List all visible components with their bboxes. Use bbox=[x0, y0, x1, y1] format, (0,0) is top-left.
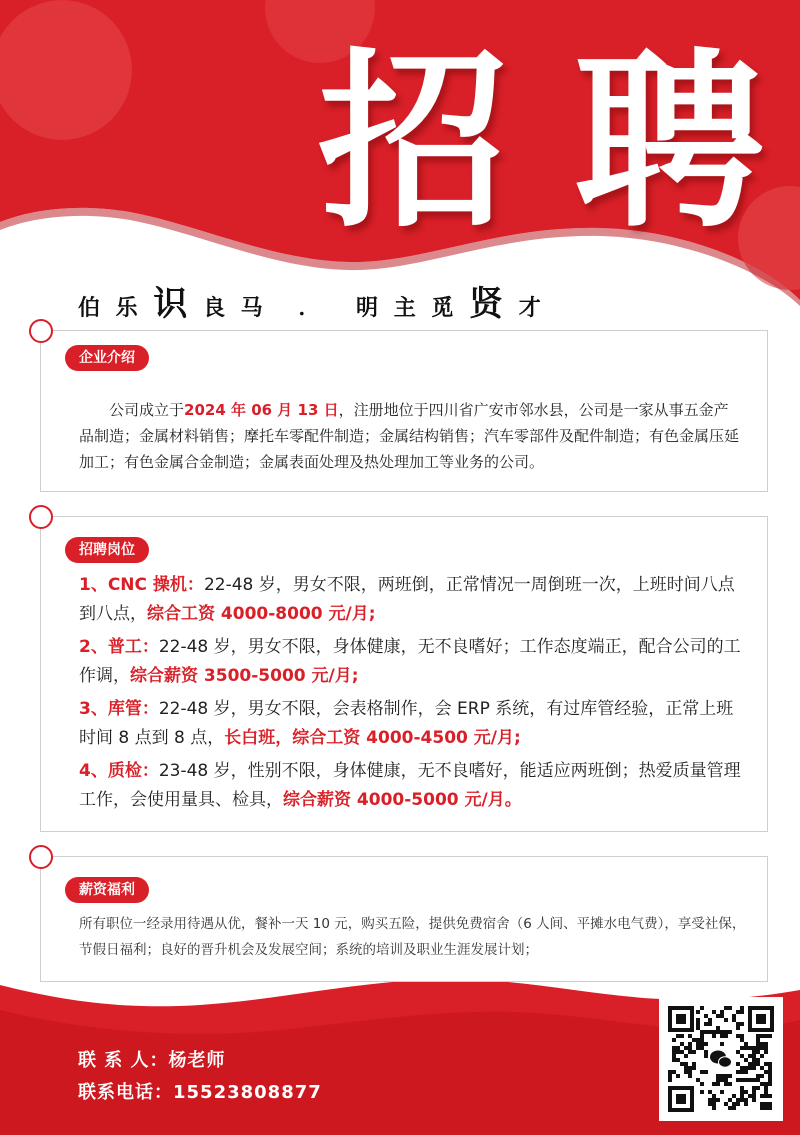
qr-module bbox=[760, 1042, 764, 1046]
job-title: 1、CNC 操机： bbox=[79, 575, 204, 595]
qr-module bbox=[716, 1030, 720, 1034]
qr-module bbox=[704, 1054, 708, 1058]
slogan-part-emphasis: 贤 bbox=[469, 284, 508, 324]
qr-module bbox=[704, 1050, 708, 1054]
qr-module bbox=[716, 1014, 720, 1018]
qr-module bbox=[680, 1034, 684, 1038]
qr-module bbox=[696, 1078, 700, 1082]
qr-module bbox=[768, 1078, 772, 1082]
qr-module bbox=[740, 1034, 744, 1038]
qr-module bbox=[728, 1074, 732, 1078]
welfare-section bbox=[40, 856, 768, 982]
qr-module bbox=[696, 1018, 700, 1022]
qr-module bbox=[708, 1018, 712, 1022]
job-item-general bbox=[79, 633, 743, 691]
qr-module bbox=[672, 1054, 676, 1058]
qr-module bbox=[744, 1042, 748, 1046]
qr-module bbox=[676, 1046, 680, 1050]
title-char-zhao: 招 bbox=[318, 32, 509, 253]
qr-module bbox=[724, 1074, 728, 1078]
qr-module bbox=[688, 1042, 692, 1046]
qr-module bbox=[716, 1074, 720, 1078]
qr-module bbox=[676, 1058, 680, 1062]
contact-phone bbox=[78, 1078, 322, 1104]
qr-module bbox=[700, 1006, 704, 1010]
qr-module bbox=[696, 1042, 700, 1046]
qr-module bbox=[672, 1070, 676, 1074]
job-detail: 22-48 岁，男女不限，两班倒，正常情况一周倒班一次，上班时间八点到八点， bbox=[79, 575, 735, 624]
qr-module bbox=[752, 1054, 756, 1058]
qr-module bbox=[752, 1062, 756, 1066]
qr-module bbox=[720, 1014, 724, 1018]
qr-module bbox=[752, 1058, 756, 1062]
qr-module bbox=[712, 1030, 716, 1034]
qr-module bbox=[740, 1006, 744, 1010]
qr-module bbox=[764, 1046, 768, 1050]
qr-module bbox=[724, 1034, 728, 1038]
qr-module bbox=[768, 1070, 772, 1074]
qr-module bbox=[764, 1042, 768, 1046]
qr-module bbox=[680, 1042, 684, 1046]
qr-module bbox=[720, 1074, 724, 1078]
qr-module bbox=[756, 1074, 760, 1078]
qr-module bbox=[752, 1046, 756, 1050]
qr-module bbox=[748, 1078, 752, 1082]
qr-module bbox=[752, 1078, 756, 1082]
qr-module bbox=[696, 1026, 700, 1030]
qr-module bbox=[744, 1070, 748, 1074]
qr-module bbox=[688, 1070, 692, 1074]
qr-module bbox=[684, 1062, 688, 1066]
qr-module bbox=[760, 1046, 764, 1050]
qr-module bbox=[692, 1038, 696, 1042]
title-char-pin: 聘 bbox=[574, 32, 765, 253]
qr-module bbox=[768, 1082, 772, 1086]
qr-module bbox=[720, 1030, 724, 1034]
positions-section bbox=[40, 516, 768, 832]
qr-module bbox=[696, 1046, 700, 1050]
watermark-logo bbox=[700, 1094, 790, 1120]
qr-module bbox=[704, 1030, 708, 1034]
qr-module bbox=[712, 1010, 716, 1014]
qr-module bbox=[668, 1070, 672, 1074]
intro-text bbox=[79, 397, 741, 475]
job-list bbox=[79, 571, 743, 819]
contact-person-label: 联 系 人： bbox=[78, 1050, 169, 1071]
intro-text-before: 公司成立于 bbox=[109, 401, 185, 419]
circle-marker-icon bbox=[29, 845, 53, 869]
qr-module bbox=[768, 1034, 772, 1038]
qr-module bbox=[744, 1066, 748, 1070]
qr-module bbox=[704, 1014, 708, 1018]
slogan-part: 良 马 bbox=[203, 296, 267, 321]
circle-marker-icon bbox=[29, 319, 53, 343]
intro-text-after: ，注册地位于四川省广安市邻水县，公司是一家从事五金产品制造；金属材料销售；摩托车零配件制造；金属结构销售；汽车零部件及配件制造；有色金属压延加工；有色金属合金制造；金属表面处理及热处理加工等业务的公司。 bbox=[79, 401, 740, 471]
qr-module bbox=[696, 1010, 700, 1014]
qr-module bbox=[700, 1082, 704, 1086]
qr-module bbox=[728, 1082, 732, 1086]
qr-module bbox=[720, 1010, 724, 1014]
qr-module bbox=[748, 1062, 752, 1066]
qr-module bbox=[756, 1078, 760, 1082]
welfare-label: 薪资福利 bbox=[65, 877, 149, 903]
qr-module bbox=[752, 1050, 756, 1054]
qr-module bbox=[692, 1066, 696, 1070]
qr-module bbox=[736, 1034, 740, 1038]
qr-module bbox=[756, 1038, 760, 1042]
qr-module bbox=[708, 1030, 712, 1034]
qr-module bbox=[764, 1034, 768, 1038]
qr-module bbox=[768, 1062, 772, 1066]
qr-module bbox=[740, 1054, 744, 1058]
qr-module bbox=[764, 1050, 768, 1054]
qr-module bbox=[768, 1074, 772, 1078]
qr-module bbox=[668, 1074, 672, 1078]
qr-module bbox=[736, 1070, 740, 1074]
slogan bbox=[78, 276, 545, 325]
qr-module bbox=[720, 1034, 724, 1038]
qr-module bbox=[684, 1070, 688, 1074]
qr-module bbox=[720, 1042, 724, 1046]
qr-module bbox=[672, 1058, 676, 1062]
qr-module bbox=[672, 1038, 676, 1042]
qr-module bbox=[700, 1030, 704, 1034]
welfare-text: 所有职位一经录用待遇从优，餐补一天 10 元，购买五险，提供免费宿舍（6 人间、平摊水电气费），享受社保，节假日福利；良好的晋升机会及发展空间；系统的培训及职业生涯发展计划； bbox=[79, 916, 746, 958]
positions-label: 招聘岗位 bbox=[65, 537, 149, 563]
slogan-part: 伯 乐 bbox=[78, 296, 142, 321]
qr-module bbox=[728, 1030, 732, 1034]
qr-module bbox=[736, 1026, 740, 1030]
qr-module bbox=[716, 1082, 720, 1086]
qr-module bbox=[740, 1086, 744, 1090]
qr-module bbox=[724, 1082, 728, 1086]
qr-module bbox=[736, 1062, 740, 1066]
qr-module bbox=[760, 1066, 764, 1070]
qr-module bbox=[732, 1018, 736, 1022]
qr-module bbox=[764, 1082, 768, 1086]
qr-module bbox=[672, 1050, 676, 1054]
qr-module bbox=[756, 1062, 760, 1066]
qr-module bbox=[760, 1034, 764, 1038]
qr-module bbox=[688, 1074, 692, 1078]
qr-module bbox=[732, 1014, 736, 1018]
job-item-cnc bbox=[79, 571, 743, 629]
qr-module bbox=[688, 1034, 692, 1038]
qr-module bbox=[720, 1078, 724, 1082]
qr-module bbox=[700, 1046, 704, 1050]
qr-module bbox=[684, 1054, 688, 1058]
contact-phone-number[interactable]: 15523808877 bbox=[173, 1082, 322, 1103]
contact-person-name: 杨老师 bbox=[168, 1050, 226, 1071]
qr-module bbox=[708, 1022, 712, 1026]
qr-module bbox=[744, 1078, 748, 1082]
qr-module bbox=[712, 1034, 716, 1038]
qr-module bbox=[704, 1070, 708, 1074]
qr-module bbox=[736, 1010, 740, 1014]
qr-module bbox=[704, 1042, 708, 1046]
qr-module bbox=[676, 1074, 680, 1078]
job-title: 3、库管： bbox=[79, 699, 159, 719]
qr-module bbox=[676, 1034, 680, 1038]
qr-module bbox=[700, 1034, 704, 1038]
circle-marker-icon bbox=[29, 505, 53, 529]
qr-module bbox=[764, 1062, 768, 1066]
job-item-qc bbox=[79, 757, 743, 815]
qr-module bbox=[680, 1050, 684, 1054]
qr-module bbox=[696, 1022, 700, 1026]
qr-module bbox=[752, 1086, 756, 1090]
intro-section bbox=[40, 330, 768, 492]
qr-module bbox=[724, 1018, 728, 1022]
qr-module bbox=[760, 1054, 764, 1058]
qr-module bbox=[760, 1082, 764, 1086]
qr-module bbox=[688, 1066, 692, 1070]
qr-module bbox=[756, 1034, 760, 1038]
qr-module bbox=[704, 1022, 708, 1026]
qr-module bbox=[740, 1046, 744, 1050]
slogan-part-emphasis: 识 bbox=[153, 284, 192, 324]
qr-module bbox=[680, 1062, 684, 1066]
qr-module bbox=[692, 1050, 696, 1054]
job-salary: 综合薪资 4000-5000 元/月。 bbox=[283, 790, 522, 810]
contact-person bbox=[78, 1046, 226, 1072]
qr-module bbox=[748, 1046, 752, 1050]
slogan-part: 明 主 觅 bbox=[356, 296, 458, 321]
qr-module bbox=[756, 1086, 760, 1090]
qr-module bbox=[740, 1070, 744, 1074]
qr-module bbox=[764, 1070, 768, 1074]
qr-module bbox=[748, 1054, 752, 1058]
qr-module bbox=[736, 1050, 740, 1054]
qr-module bbox=[692, 1062, 696, 1066]
qr-module bbox=[756, 1058, 760, 1062]
qr-module bbox=[676, 1050, 680, 1054]
job-detail: 23-48 岁，性别不限，身体健康，无不良嗜好，能适应两班倒；热爱质量管理工作，会使用量具、检具， bbox=[79, 761, 741, 810]
qr-module bbox=[716, 1078, 720, 1082]
qr-module bbox=[724, 1078, 728, 1082]
qr-module bbox=[724, 1030, 728, 1034]
qr-module bbox=[724, 1006, 728, 1010]
qr-module bbox=[744, 1058, 748, 1062]
qr-module bbox=[756, 1046, 760, 1050]
qr-module bbox=[768, 1066, 772, 1070]
qr-module bbox=[756, 1050, 760, 1054]
qr-module bbox=[740, 1038, 744, 1042]
qr-module bbox=[696, 1038, 700, 1042]
qr-module bbox=[712, 1082, 716, 1086]
qr-module bbox=[688, 1050, 692, 1054]
job-salary: 综合工资 4000-8000 元/月; bbox=[147, 604, 376, 624]
qr-module bbox=[716, 1026, 720, 1030]
job-salary: 长白班，综合工资 4000-4500 元/月; bbox=[224, 728, 521, 748]
qr-module bbox=[740, 1022, 744, 1026]
job-title: 2、普工： bbox=[79, 637, 159, 657]
qr-module bbox=[744, 1046, 748, 1050]
job-detail: 22-48 岁，男女不限，身体健康，无不良嗜好；工作态度端正，配合公司的工作调， bbox=[79, 637, 741, 686]
qr-module bbox=[740, 1010, 744, 1014]
job-detail: 22-48 岁，男女不限，会表格制作，会 ERP 系统，有过库管经验，正常上班时间 8 点到 8 点， bbox=[79, 699, 734, 748]
qr-module bbox=[684, 1066, 688, 1070]
qr-module bbox=[756, 1042, 760, 1046]
qr-module bbox=[688, 1046, 692, 1050]
qr-module bbox=[672, 1046, 676, 1050]
qr-module bbox=[684, 1046, 688, 1050]
qr-module bbox=[700, 1038, 704, 1042]
slogan-part: 才 bbox=[518, 296, 545, 321]
qr-module bbox=[740, 1078, 744, 1082]
qr-module bbox=[736, 1022, 740, 1026]
qr-module bbox=[760, 1074, 764, 1078]
job-title: 4、质检： bbox=[79, 761, 159, 781]
qr-module bbox=[700, 1042, 704, 1046]
intro-date: 2024 年 06 月 13 日 bbox=[184, 401, 339, 419]
qr-module bbox=[668, 1078, 672, 1082]
qr-module bbox=[700, 1070, 704, 1074]
qr-module bbox=[740, 1066, 744, 1070]
qr-module bbox=[736, 1078, 740, 1082]
contact-phone-label: 联系电话： bbox=[78, 1082, 173, 1103]
job-item-warehouse bbox=[79, 695, 743, 753]
qr-module bbox=[748, 1066, 752, 1070]
job-salary: 综合薪资 3500-5000 元/月; bbox=[130, 666, 359, 686]
slogan-separator: ． bbox=[298, 296, 325, 321]
intro-label: 企业介绍 bbox=[65, 345, 149, 371]
qr-module bbox=[728, 1006, 732, 1010]
qr-module bbox=[764, 1086, 768, 1090]
qr-module bbox=[752, 1066, 756, 1070]
